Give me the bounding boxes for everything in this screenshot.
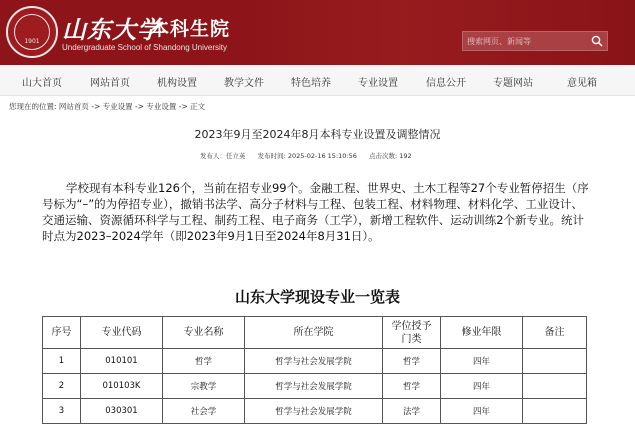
site-header <box>0 0 635 65</box>
cell-remarks <box>523 349 587 374</box>
cell-degree: 哲学 <box>383 374 441 399</box>
university-seal-logo[interactable] <box>6 6 58 58</box>
cell-years: 四年 <box>441 374 523 399</box>
cell-major-name: 宗教学 <box>163 374 245 399</box>
nav-item-teaching-docs[interactable]: 教学文件 <box>224 78 264 89</box>
article-click-count: 点击次数: 192 <box>368 152 412 160</box>
article-meta <box>200 151 422 160</box>
breadcrumb: 您现在的位置: 网站首页 -> 专业设置 -> 专业设置 -> 正文 <box>9 102 206 111</box>
col-header-degree: 学位授予门类 <box>383 317 441 349</box>
cell-major-name: 哲学 <box>163 349 245 374</box>
col-header-major-name: 专业名称 <box>163 317 245 349</box>
table-header-row <box>43 317 587 349</box>
school-name-cn: 本科生院 <box>150 18 231 40</box>
cell-years: 四年 <box>441 399 523 424</box>
cell-college: 哲学与社会发展学院 <box>245 399 383 424</box>
school-name-en: Undergraduate School of Shandong University <box>62 43 227 52</box>
nav-item-topic-sites[interactable]: 专题网站 <box>493 78 533 89</box>
nav-item-special-training[interactable]: 特色培养 <box>291 78 331 89</box>
seal-year: 1901 <box>24 38 40 45</box>
table-title: 山东大学现设专业一览表 <box>234 288 400 306</box>
article-publisher: 发布人：任立英 <box>200 152 246 160</box>
cell-degree: 法学 <box>383 399 441 424</box>
search-box <box>462 31 608 51</box>
nav-item-suggestion-box[interactable]: 意见箱 <box>567 78 597 89</box>
main-nav <box>0 65 635 96</box>
cell-degree: 哲学 <box>383 349 441 374</box>
col-header-index: 序号 <box>43 317 81 349</box>
cell-college: 哲学与社会发展学院 <box>245 349 383 374</box>
table-row <box>43 374 587 399</box>
nav-item-info-disclosure[interactable]: 信息公开 <box>426 78 466 89</box>
col-header-code: 专业代码 <box>81 317 163 349</box>
col-header-years: 修业年限 <box>441 317 523 349</box>
cell-code: 010101 <box>81 349 163 374</box>
nav-item-majors[interactable]: 专业设置 <box>358 78 398 89</box>
cell-major-name: 社会学 <box>163 399 245 424</box>
cell-remarks <box>523 374 587 399</box>
article-publish-time: 发布时间: 2025-02-16 15:10:56 <box>257 152 357 160</box>
table-row <box>43 349 587 374</box>
cell-code: 030301 <box>81 399 163 424</box>
search-button[interactable] <box>587 32 607 50</box>
cell-index: 3 <box>43 399 81 424</box>
table-row <box>43 399 587 424</box>
col-header-remarks: 备注 <box>523 317 587 349</box>
nav-item-site-home[interactable]: 网站首页 <box>90 78 130 89</box>
search-input[interactable] <box>467 34 585 49</box>
cell-college: 哲学与社会发展学院 <box>245 374 383 399</box>
nav-item-sdu-home[interactable]: 山大首页 <box>22 78 62 89</box>
university-calligraphy-logo[interactable]: 山东大学 <box>62 15 162 44</box>
nav-item-organization[interactable]: 机构设置 <box>157 78 197 89</box>
article-title: 2023年9月至2024年8月本科专业设置及调整情况 <box>194 128 441 141</box>
cell-remarks <box>523 399 587 424</box>
cell-index: 2 <box>43 374 81 399</box>
article-body: 学校现有本科专业126个，当前在招专业99个。金融工程、世界史、土木工程等27个专业暂停招生（序号标为“–”的为停招专业），撤销书法学、高分子材料与工程、包装工程、材料物理、材料化学、工业设计、交通运输、资源循环科学与工程、制药工程、电子商务（工学），新增工程软件、运动训练2个新专业。统计时点为2023–2024学年（即2023年9月1日至2024年8月31日）。 <box>42 181 589 243</box>
col-header-college: 所在学院 <box>245 317 383 349</box>
search-icon <box>591 35 603 47</box>
cell-code: 010103K <box>81 374 163 399</box>
majors-table <box>42 316 587 424</box>
cell-years: 四年 <box>441 349 523 374</box>
cell-index: 1 <box>43 349 81 374</box>
